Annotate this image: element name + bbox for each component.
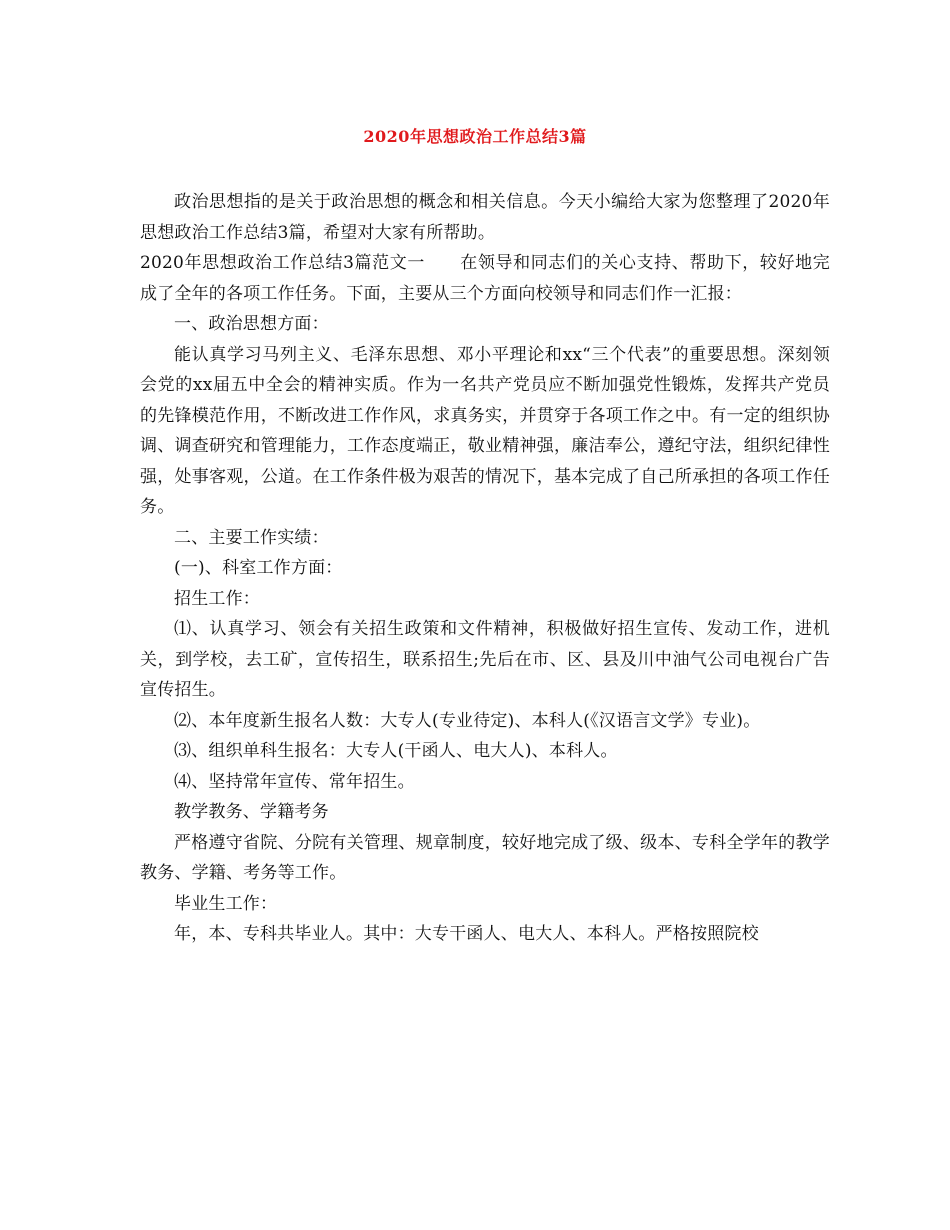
document-title: 2020年思想政治工作总结3篇 [363, 127, 587, 146]
section-heading: 二、主要工作实绩： [174, 527, 329, 548]
document-body [140, 187, 830, 950]
list-item: ⑶、组织单科生报名：大专人(干函人、电大人)、本科人。 [174, 741, 618, 761]
paragraph: 2020年思想政治工作总结3篇范文一 在领导和同志们的关心支持、帮助下，较好地完成了全年的各项工作任务。下面，主要从三个方面向校领导和同志们作一汇报： [140, 253, 830, 304]
list-item: ⑷、坚持常年宣传、常年招生。 [174, 771, 415, 792]
subsection-heading: 教学教务、学籍考务 [174, 802, 329, 822]
paragraph: 年，本、专科共毕业人。其中：大专干函人、电大人、本科人。严格按照院校 [174, 924, 759, 944]
list-item: ⑵、本年度新生报名人数：大专人(专业待定)、本科人(《汉语言文学》专业)。 [174, 710, 761, 731]
subsection-heading: (一)、科室工作方面： [174, 558, 343, 578]
paragraph: 能认真学习马列主义、毛泽东思想、邓小平理论和xx“三个代表”的重要思想。深刻领会党的xx届五中全会的精神实质。作为一名共产党员应不断加强党性锻炼，发挥共产党员的先锋模范作用，不断改进工作作风，求真务实，并贯穿于各项工作之中。有一定的组织协调、调查研究和管理能力，工作态度端正，敬业精神强，廉洁奉公，遵纪守法，组织纪律性强，处事客观，公道。在工作条件极为艰苦的情况下，基本完成了自己所承担的各项工作任务。 [140, 344, 830, 517]
subsection-heading: 招生工作： [174, 588, 260, 609]
subsection-heading: 毕业生工作： [174, 893, 278, 914]
section-heading: 一、政治思想方面： [174, 314, 329, 334]
paragraph: 严格遵守省院、分院有关管理、规章制度，较好地完成了级、级本、专科全学年的教学教务、学籍、考务等工作。 [140, 832, 830, 883]
list-item: ⑴、认真学习、领会有关招生政策和文件精神，积极做好招生宣传、发动工作，进机关，到学校，去工矿，宣传招生，联系招生;先后在市、区、县及川中油气公司电视台广告宣传招生。 [140, 619, 830, 700]
paragraph: 政治思想指的是关于政治思想的概念和相关信息。今天小编给大家为您整理了2020年思想政治工作总结3篇，希望对大家有所帮助。 [140, 192, 830, 243]
